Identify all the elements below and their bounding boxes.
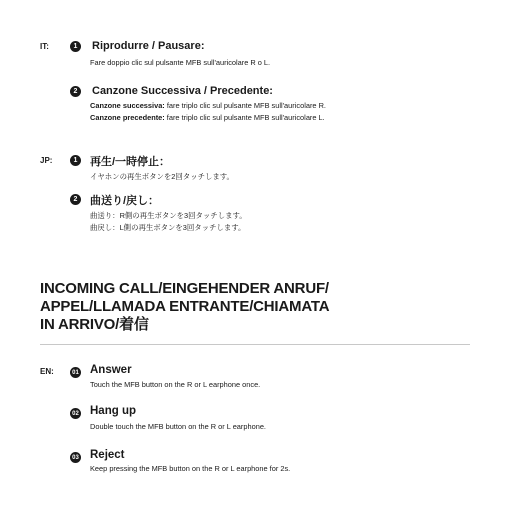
number-badge: 01 xyxy=(70,367,81,378)
item-description-line-2 xyxy=(90,113,325,122)
text-previous-song: fare triplo clic sul pulsante MFB sull'auricolare L. xyxy=(164,113,325,122)
item-title: Hang up xyxy=(90,405,136,417)
item-description: イヤホンの再生ボタンを2回タッチします。 xyxy=(90,172,234,181)
item-description-line-1 xyxy=(90,101,326,110)
item-description: Touch the MFB button on the R or L earphone once. xyxy=(90,380,261,389)
number-badge: 2 xyxy=(70,194,81,205)
item-title: Canzone Successiva / Precedente: xyxy=(92,85,273,97)
number-badge: 02 xyxy=(70,408,81,419)
item-title: 曲送り/戻し： xyxy=(90,195,160,207)
label-next-song: Canzone successiva: xyxy=(90,101,165,110)
item-description-line-2: 曲戻し：L側の再生ボタンを3回タッチします。 xyxy=(90,223,246,232)
item-description-line-1: 曲送り：R側の再生ボタンを3回タッチします。 xyxy=(90,211,247,220)
number-badge: 03 xyxy=(70,452,81,463)
lang-label-jp: JP: xyxy=(40,156,53,165)
item-description: Fare doppio clic sul pulsante MFB sull'auricolare R o L. xyxy=(90,58,271,67)
heading-line-1: INCOMING CALL/EINGEHENDER ANRUF/ xyxy=(40,280,329,297)
item-title: 再生/一時停止： xyxy=(90,156,171,168)
number-badge: 1 xyxy=(70,155,81,166)
heading-line-3: IN ARRIVO/着信 xyxy=(40,316,149,333)
item-title: Answer xyxy=(90,364,132,376)
item-title: Riprodurre / Pausare: xyxy=(92,40,205,52)
divider xyxy=(40,344,470,345)
number-badge: 2 xyxy=(70,86,81,97)
item-description: Keep pressing the MFB button on the R or L earphone for 2s. xyxy=(90,464,291,473)
item-title: Reject xyxy=(90,449,125,461)
number-badge: 1 xyxy=(70,41,81,52)
section-heading-incoming-call xyxy=(40,280,470,334)
heading-line-2: APPEL/LLAMADA ENTRANTE/CHIAMATA xyxy=(40,298,330,315)
lang-label-it: IT: xyxy=(40,42,49,51)
label-previous-song: Canzone precedente: xyxy=(90,113,165,122)
item-description: Double touch the MFB button on the R or L earphone. xyxy=(90,422,266,431)
text-next-song: fare triplo clic sul pulsante MFB sull'auricolare R. xyxy=(164,101,326,110)
lang-label-en: EN: xyxy=(40,367,54,376)
